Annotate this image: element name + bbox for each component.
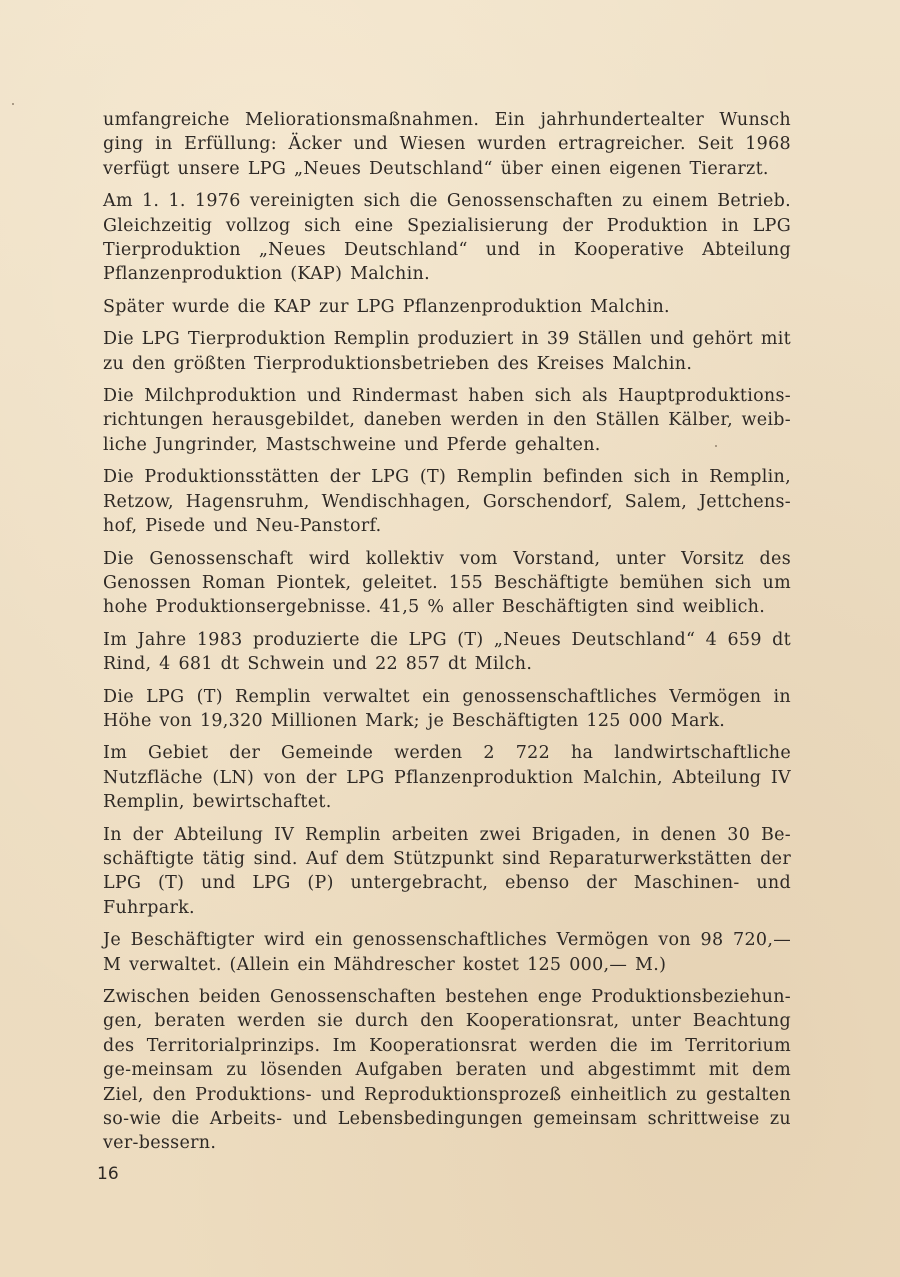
paragraph: Am 1. 1. 1976 vereinigten sich die Genossenschaften zu einem Betrieb. Gleichzeitig vollzog sich eine Spezialisierung der Produktion in LPG Tierproduktion „Neues Deutschland“ und in Kooperative Abteilung Pflanzenproduktion (KAP) Malchin. (103, 191, 791, 285)
paragraph: Die Milchproduktion und Rindermast haben sich als Hauptproduktions-richtungen herausgebildet, daneben werden in den Ställen Kälber, weib-liche Jungrinder, Mastschweine und Pferde gehalten. (103, 386, 791, 455)
paragraph: Zwischen beiden Genossenschaften bestehen enge Produktionsbeziehun-gen, beraten werden sie durch den Kooperationsrat, unter Beachtung des Territorialprinzips. Im Kooperationsrat werden die im Territorium ge-meinsam zu lösenden Aufgaben beraten und abgestimmt mit dem Ziel, den Produktions- und Reproduktionsprozeß einheitlich zu gestalten so-wie die Arbeits- und Lebensbedingungen gemeinsam schrittweise zu ver-bessern. (103, 987, 791, 1154)
paragraph: Je Beschäftigter wird ein genossenschaftliches Vermögen von 98 720,— M verwaltet. (Allein ein Mähdrescher kostet 125 000,— M.) (103, 930, 791, 975)
paper-speck (12, 103, 14, 105)
paragraph: In der Abteilung IV Remplin arbeiten zwei Brigaden, in denen 30 Be-schäftigte tätig sind. Auf dem Stützpunkt sind Reparaturwerkstätten der LPG (T) und LPG (P) untergebracht, ebenso der Maschinen- und Fuhrpark. (103, 824, 791, 918)
paragraph: Die LPG (T) Remplin verwaltet ein genossenschaftliches Vermögen in Höhe von 19,320 Millionen Mark; je Beschäftigten 125 000 Mark. (103, 686, 791, 731)
paragraph: umfangreiche Meliorationsmaßnahmen. Ein jahrhundertealter Wunsch ging in Erfüllung: Äcker und Wiesen wurden ertragreicher. Seit 1968 verfügt unsere LPG „Neues Deutschland“ über einen eigenen Tierarzt. (103, 110, 791, 179)
paragraph: Im Gebiet der Gemeinde werden 2 722 ha landwirtschaftliche Nutzfläche (LN) von der LPG Pflanzenproduktion Malchin, Abteilung IV Remplin, bewirtschaftet. (103, 743, 791, 813)
paragraph: Im Jahre 1983 produzierte die LPG (T) „Neues Deutschland“ 4 659 dt Rind, 4 681 dt Schwein und 22 857 dt Milch. (103, 629, 791, 675)
paragraph: Später wurde die KAP zur LPG Pflanzenproduktion Malchin. (103, 296, 670, 317)
paragraph: Die Produktionsstätten der LPG (T) Remplin befinden sich in Remplin, Retzow, Hagensruhm, Wendischhagen, Gorschendorf, Salem, Jettchens-hof, Pisede und Neu-Panstorf. (103, 467, 791, 537)
paragraph: Die Genossenschaft wird kollektiv vom Vorstand, unter Vorsitz des Genossen Roman Piontek, geleitet. 155 Beschäftigte bemühen sich um hohe Produktionsergebnisse. 41,5 % aller Beschäftigten sind weiblich. (103, 548, 791, 618)
paragraph: Die LPG Tierproduktion Remplin produziert in 39 Ställen und gehört mit zu den größten Tierproduktionsbetrieben des Kreises Malchin. (103, 329, 791, 374)
body-text (103, 108, 791, 1164)
page-number: 16 (97, 1164, 119, 1184)
